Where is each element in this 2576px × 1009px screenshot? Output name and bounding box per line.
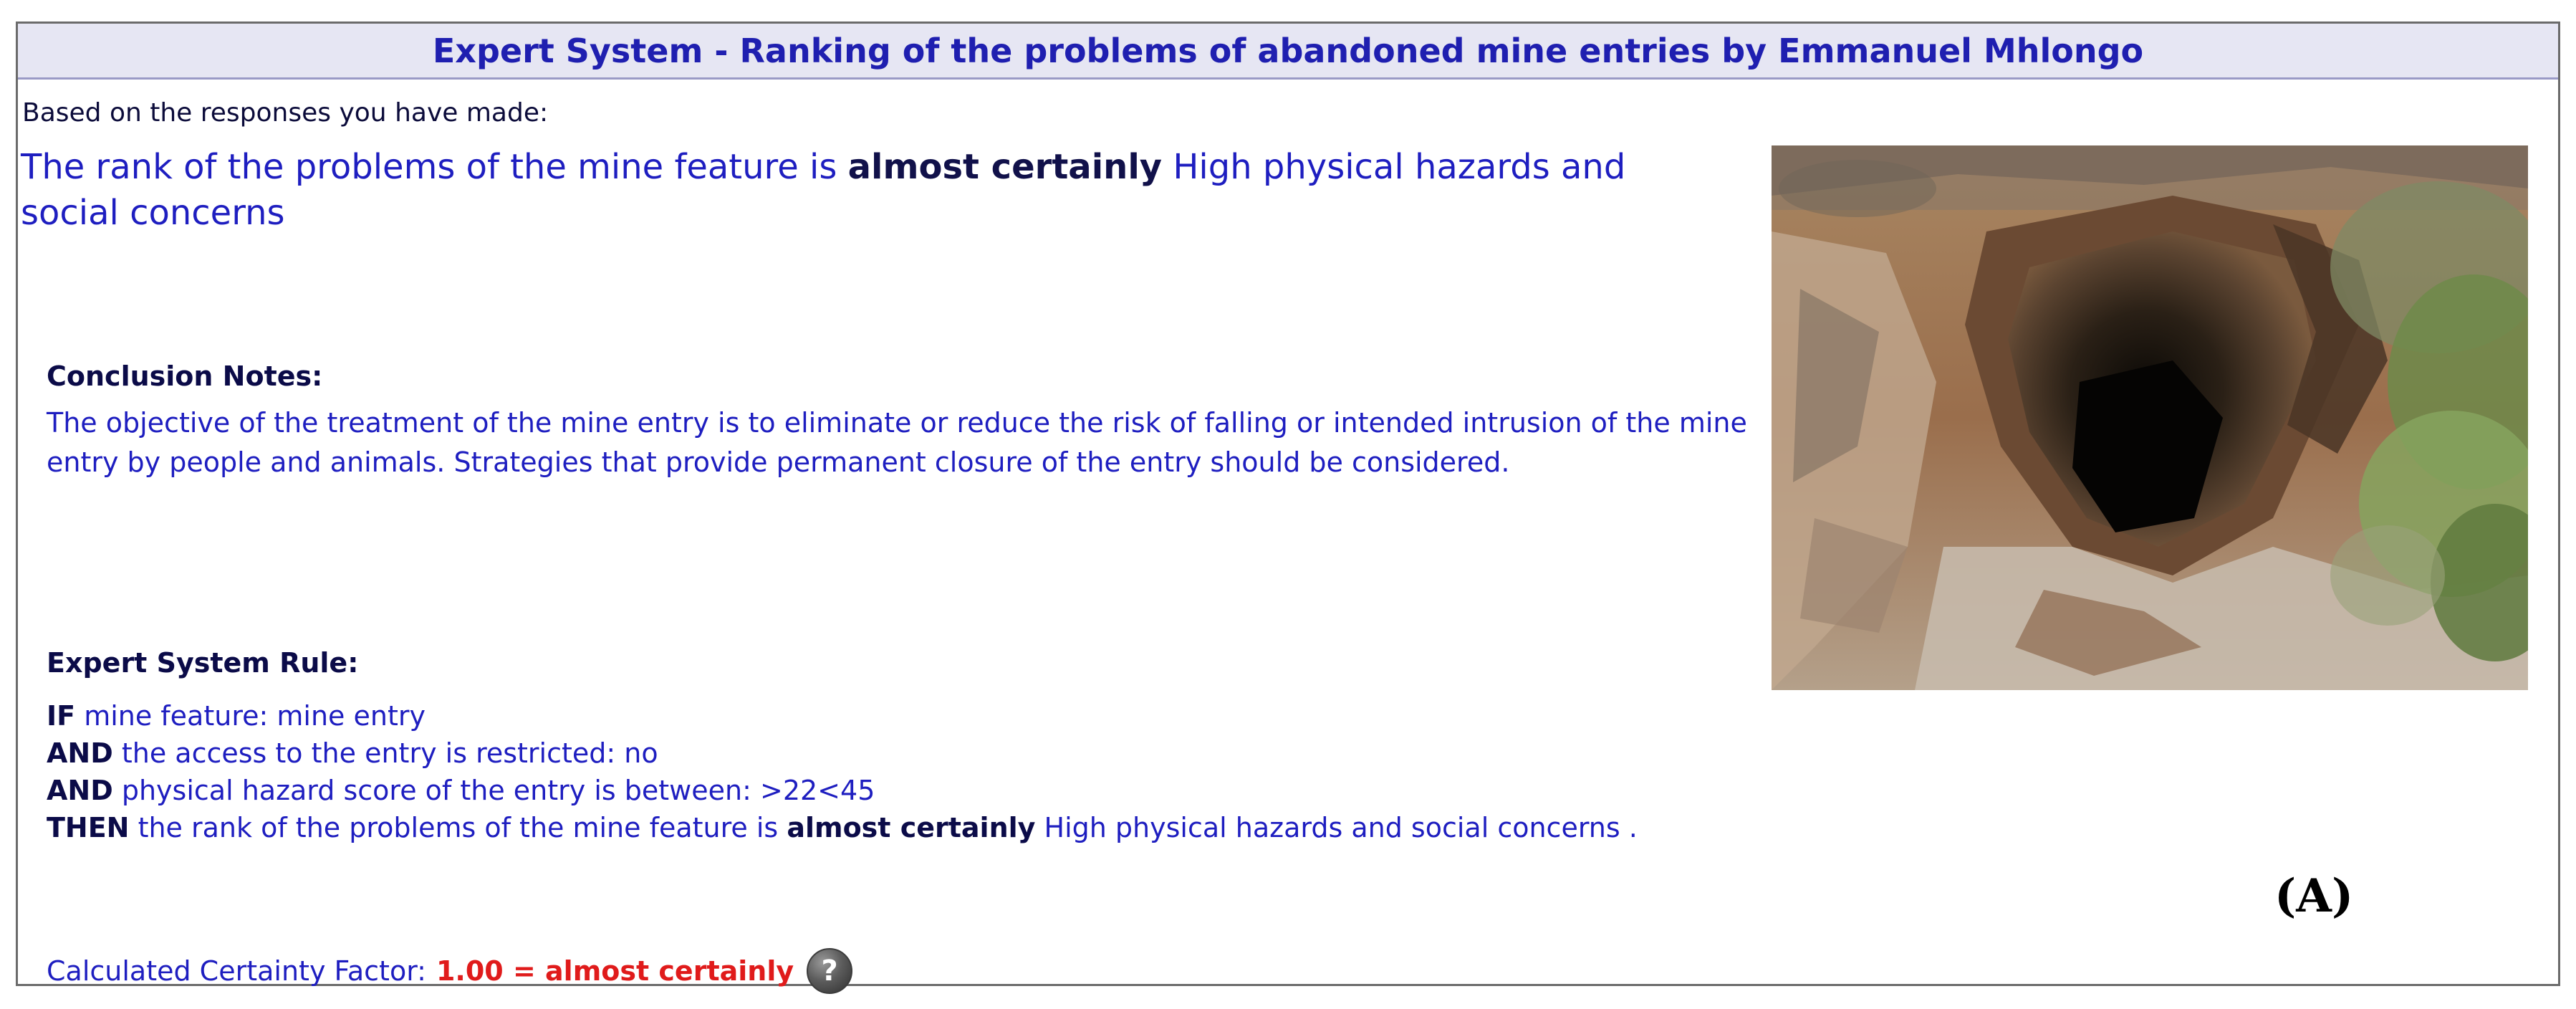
expert-system-window	[16, 21, 2560, 986]
rule-block	[47, 697, 1694, 846]
rule-line-and-1	[47, 735, 1694, 772]
rule-heading: Expert System Rule:	[47, 647, 359, 679]
question-mark-icon[interactable]: ?	[807, 948, 852, 994]
rule-line-and-2	[47, 772, 1694, 809]
result-headline	[21, 144, 1733, 236]
rule-line-then	[47, 809, 1694, 846]
certainty-factor-value: 1.00 = almost certainly	[436, 955, 794, 987]
certainty-factor-label: Calculated Certainty Factor:	[47, 955, 426, 987]
rule-line-if	[47, 697, 1694, 735]
result-certainty: almost certainly	[847, 147, 1163, 187]
rule-then-certainty: almost certainly	[787, 812, 1036, 843]
title-bar	[18, 24, 2558, 80]
conclusion-notes-body: The objective of the treatment of the mine entry is to eliminate or reduce the risk of falling or intended intrusion of the mine entry by people and animals. Strategies that provide permanent closure of the entry should be considered.	[47, 407, 1747, 478]
conclusion-notes-heading: Conclusion Notes:	[47, 360, 323, 392]
result-prefix: The rank of the problems of the mine feature is	[21, 147, 848, 187]
rule-condition: physical hazard score of the entry is between: >22<45	[112, 775, 875, 806]
rule-keyword: THEN	[47, 812, 130, 843]
window-title: Expert System - Ranking of the problems of abandoned mine entries by Emmanuel Mhlongo	[432, 31, 2144, 70]
rule-condition: mine feature: mine entry	[75, 700, 426, 732]
result-outcome: High physical hazards and social concerns	[21, 147, 1626, 233]
panel-label: (A)	[2274, 869, 2354, 923]
mine-entry-photo	[1772, 145, 2528, 690]
certainty-factor-line	[47, 948, 852, 994]
rule-condition: the access to the entry is restricted: no	[112, 737, 658, 769]
rule-keyword: IF	[47, 700, 76, 732]
rule-keyword: AND	[47, 775, 113, 806]
rule-keyword: AND	[47, 737, 113, 769]
intro-text: Based on the responses you have made:	[22, 98, 549, 128]
rule-then-outcome: High physical hazards and social concerns .	[1035, 812, 1638, 843]
rule-conclusion: the rank of the problems of the mine feature is	[129, 812, 787, 843]
